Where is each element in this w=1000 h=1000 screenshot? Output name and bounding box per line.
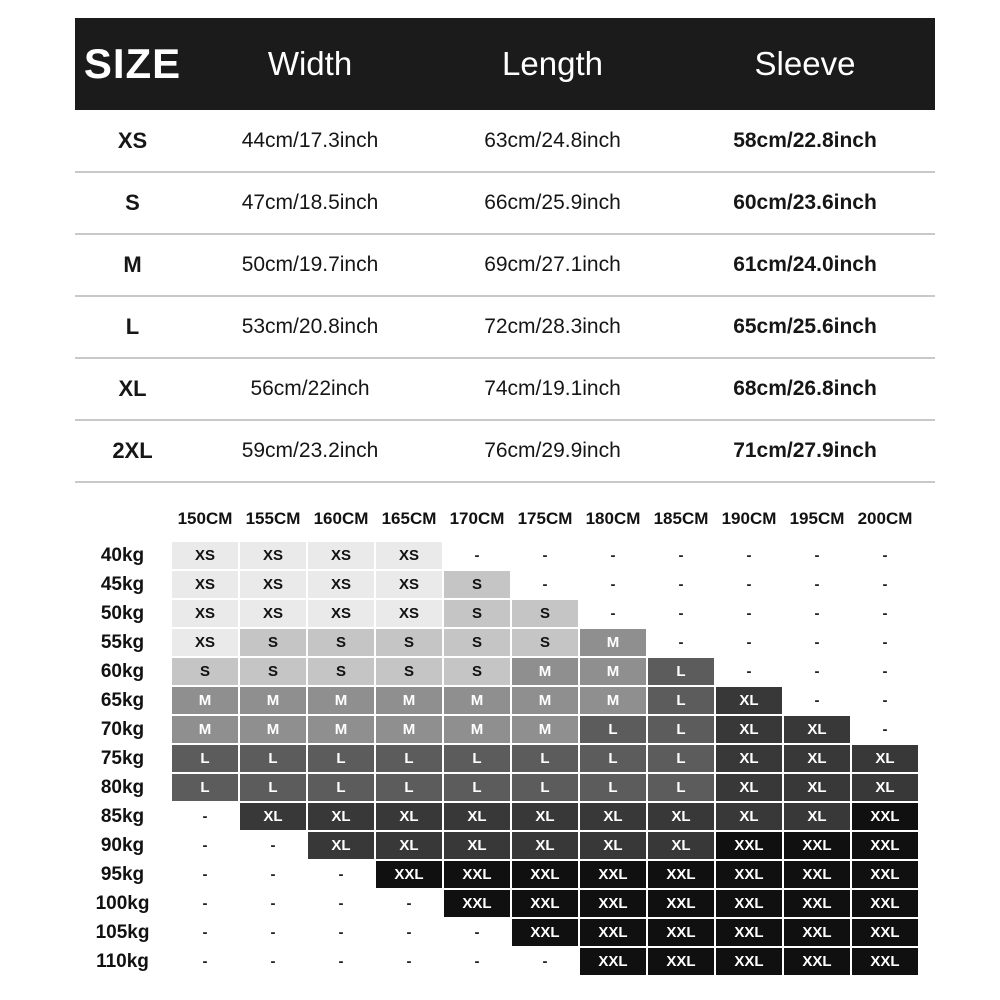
matrix-cell: - xyxy=(511,541,579,570)
matrix-cell: S xyxy=(443,628,511,657)
matrix-cell: - xyxy=(715,628,783,657)
matrix-row xyxy=(75,860,919,889)
matrix-row xyxy=(75,628,919,657)
matrix-cell: - xyxy=(783,657,851,686)
matrix-weight-label: 45kg xyxy=(75,570,171,599)
matrix-weight-label: 60kg xyxy=(75,657,171,686)
matrix-height-header: 190CM xyxy=(715,497,783,541)
matrix-height-header: 170CM xyxy=(443,497,511,541)
matrix-cell: XS xyxy=(307,541,375,570)
matrix-cell: M xyxy=(307,715,375,744)
matrix-weight-label: 85kg xyxy=(75,802,171,831)
matrix-cell: - xyxy=(307,889,375,918)
matrix-row xyxy=(75,773,919,802)
size-width-cell: 47cm/18.5inch xyxy=(190,172,430,234)
matrix-cell: L xyxy=(375,744,443,773)
matrix-cell: - xyxy=(171,860,239,889)
matrix-cell: - xyxy=(239,860,307,889)
matrix-corner-cell xyxy=(75,497,171,541)
matrix-row xyxy=(75,889,919,918)
matrix-cell: - xyxy=(239,947,307,976)
matrix-cell: XXL xyxy=(647,947,715,976)
matrix-cell: XXL xyxy=(783,947,851,976)
matrix-row xyxy=(75,947,919,976)
matrix-height-header: 150CM xyxy=(171,497,239,541)
matrix-cell: XL xyxy=(579,831,647,860)
matrix-cell: XXL xyxy=(647,918,715,947)
matrix-cell: M xyxy=(579,657,647,686)
size-row xyxy=(75,234,935,296)
matrix-cell: - xyxy=(579,599,647,628)
size-size-cell: 2XL xyxy=(75,420,190,482)
size-header-sleeve: Sleeve xyxy=(675,18,935,110)
matrix-cell: XS xyxy=(375,570,443,599)
matrix-cell: - xyxy=(511,947,579,976)
matrix-weight-label: 50kg xyxy=(75,599,171,628)
size-table-header-row xyxy=(75,18,935,110)
size-row xyxy=(75,110,935,172)
matrix-cell: L xyxy=(239,744,307,773)
matrix-cell: XL xyxy=(715,744,783,773)
matrix-cell: - xyxy=(375,947,443,976)
matrix-cell: L xyxy=(443,744,511,773)
matrix-cell: XXL xyxy=(647,889,715,918)
matrix-cell: XXL xyxy=(443,860,511,889)
matrix-cell: XXL xyxy=(851,889,919,918)
matrix-height-header: 195CM xyxy=(783,497,851,541)
matrix-weight-label: 70kg xyxy=(75,715,171,744)
matrix-cell: - xyxy=(783,599,851,628)
matrix-cell: M xyxy=(375,686,443,715)
matrix-cell: - xyxy=(579,570,647,599)
matrix-cell: - xyxy=(375,918,443,947)
matrix-row xyxy=(75,802,919,831)
matrix-cell: M xyxy=(579,628,647,657)
size-sleeve-cell: 71cm/27.9inch xyxy=(675,420,935,482)
matrix-cell: - xyxy=(511,570,579,599)
matrix-cell: XS xyxy=(239,570,307,599)
matrix-cell: XS xyxy=(307,570,375,599)
matrix-cell: - xyxy=(851,715,919,744)
size-size-cell: XS xyxy=(75,110,190,172)
size-row xyxy=(75,296,935,358)
height-weight-matrix xyxy=(75,497,920,977)
matrix-height-header: 185CM xyxy=(647,497,715,541)
matrix-cell: XS xyxy=(375,599,443,628)
matrix-cell: - xyxy=(307,860,375,889)
matrix-cell: M xyxy=(171,715,239,744)
matrix-cell: - xyxy=(307,947,375,976)
matrix-cell: - xyxy=(783,628,851,657)
size-row xyxy=(75,420,935,482)
matrix-cell: S xyxy=(443,657,511,686)
matrix-cell: XXL xyxy=(715,831,783,860)
size-table-body xyxy=(75,110,935,482)
matrix-cell: XL xyxy=(443,802,511,831)
matrix-row xyxy=(75,541,919,570)
matrix-cell: XL xyxy=(851,773,919,802)
matrix-cell: S xyxy=(239,628,307,657)
size-width-cell: 56cm/22inch xyxy=(190,358,430,420)
matrix-cell: XL xyxy=(715,773,783,802)
matrix-cell: - xyxy=(239,889,307,918)
matrix-cell: XXL xyxy=(715,918,783,947)
size-sleeve-cell: 61cm/24.0inch xyxy=(675,234,935,296)
matrix-cell: XXL xyxy=(851,831,919,860)
matrix-row xyxy=(75,715,919,744)
matrix-cell: S xyxy=(239,657,307,686)
matrix-cell: XL xyxy=(307,831,375,860)
matrix-cell: - xyxy=(851,657,919,686)
size-length-cell: 72cm/28.3inch xyxy=(430,296,675,358)
matrix-cell: M xyxy=(511,657,579,686)
matrix-weight-label: 40kg xyxy=(75,541,171,570)
matrix-cell: L xyxy=(647,744,715,773)
matrix-cell: S xyxy=(511,599,579,628)
matrix-cell: XXL xyxy=(851,860,919,889)
matrix-row xyxy=(75,686,919,715)
matrix-row xyxy=(75,918,919,947)
matrix-cell: M xyxy=(443,715,511,744)
matrix-cell: XXL xyxy=(511,889,579,918)
matrix-cell: M xyxy=(579,686,647,715)
matrix-cell: XL xyxy=(307,802,375,831)
matrix-cell: M xyxy=(511,715,579,744)
matrix-cell: XL xyxy=(783,715,851,744)
matrix-cell: XL xyxy=(851,744,919,773)
matrix-cell: L xyxy=(647,686,715,715)
matrix-cell: XS xyxy=(171,628,239,657)
size-row xyxy=(75,358,935,420)
matrix-cell: XL xyxy=(783,773,851,802)
matrix-cell: XXL xyxy=(579,947,647,976)
matrix-weight-label: 65kg xyxy=(75,686,171,715)
matrix-cell: S xyxy=(511,628,579,657)
matrix-cell: XS xyxy=(171,599,239,628)
size-sleeve-cell: 68cm/26.8inch xyxy=(675,358,935,420)
matrix-cell: - xyxy=(443,947,511,976)
size-size-cell: L xyxy=(75,296,190,358)
matrix-cell: - xyxy=(307,918,375,947)
matrix-cell: XXL xyxy=(715,947,783,976)
matrix-height-header: 155CM xyxy=(239,497,307,541)
matrix-cell: - xyxy=(579,541,647,570)
matrix-weight-label: 100kg xyxy=(75,889,171,918)
matrix-cell: XXL xyxy=(851,947,919,976)
matrix-cell: XXL xyxy=(579,860,647,889)
size-length-cell: 66cm/25.9inch xyxy=(430,172,675,234)
matrix-cell: XXL xyxy=(783,860,851,889)
matrix-cell: L xyxy=(171,744,239,773)
size-sleeve-cell: 58cm/22.8inch xyxy=(675,110,935,172)
matrix-cell: - xyxy=(715,570,783,599)
matrix-cell: XXL xyxy=(851,802,919,831)
matrix-cell: XS xyxy=(171,541,239,570)
matrix-row xyxy=(75,570,919,599)
matrix-weight-label: 80kg xyxy=(75,773,171,802)
matrix-row xyxy=(75,599,919,628)
matrix-weight-label: 55kg xyxy=(75,628,171,657)
matrix-cell: XL xyxy=(647,802,715,831)
size-header-width: Width xyxy=(190,18,430,110)
matrix-cell: XL xyxy=(783,802,851,831)
matrix-cell: L xyxy=(579,715,647,744)
matrix-cell: L xyxy=(511,773,579,802)
matrix-cell: XL xyxy=(511,831,579,860)
matrix-cell: XXL xyxy=(647,860,715,889)
matrix-cell: L xyxy=(579,744,647,773)
matrix-row xyxy=(75,657,919,686)
matrix-cell: - xyxy=(851,541,919,570)
matrix-cell: XXL xyxy=(715,860,783,889)
matrix-cell: XS xyxy=(239,599,307,628)
matrix-cell: M xyxy=(511,686,579,715)
matrix-cell: XL xyxy=(715,686,783,715)
matrix-cell: XL xyxy=(579,802,647,831)
matrix-cell: - xyxy=(375,889,443,918)
matrix-weight-label: 95kg xyxy=(75,860,171,889)
matrix-weight-label: 105kg xyxy=(75,918,171,947)
matrix-cell: XL xyxy=(511,802,579,831)
matrix-height-header: 160CM xyxy=(307,497,375,541)
matrix-cell: M xyxy=(443,686,511,715)
matrix-cell: XXL xyxy=(579,889,647,918)
matrix-cell: L xyxy=(307,773,375,802)
matrix-cell: - xyxy=(239,831,307,860)
size-width-cell: 44cm/17.3inch xyxy=(190,110,430,172)
matrix-cell: XL xyxy=(715,715,783,744)
matrix-cell: M xyxy=(239,715,307,744)
matrix-height-header: 165CM xyxy=(375,497,443,541)
matrix-cell: XL xyxy=(375,802,443,831)
matrix-cell: - xyxy=(715,599,783,628)
size-table xyxy=(75,18,935,483)
size-size-cell: M xyxy=(75,234,190,296)
matrix-cell: S xyxy=(307,628,375,657)
matrix-cell: S xyxy=(307,657,375,686)
size-sleeve-cell: 60cm/23.6inch xyxy=(675,172,935,234)
matrix-cell: XXL xyxy=(783,889,851,918)
matrix-cell: XXL xyxy=(851,918,919,947)
matrix-cell: XL xyxy=(783,744,851,773)
size-width-cell: 59cm/23.2inch xyxy=(190,420,430,482)
matrix-cell: - xyxy=(851,570,919,599)
matrix-cell: XL xyxy=(715,802,783,831)
matrix-cell: XL xyxy=(239,802,307,831)
matrix-cell: - xyxy=(443,541,511,570)
matrix-cell: L xyxy=(647,773,715,802)
matrix-cell: M xyxy=(307,686,375,715)
matrix-cell: L xyxy=(239,773,307,802)
matrix-cell: XXL xyxy=(511,860,579,889)
size-length-cell: 63cm/24.8inch xyxy=(430,110,675,172)
matrix-cell: - xyxy=(171,947,239,976)
size-sleeve-cell: 65cm/25.6inch xyxy=(675,296,935,358)
size-header-size: SIZE xyxy=(75,18,190,110)
matrix-cell: - xyxy=(647,541,715,570)
matrix-cell: - xyxy=(783,541,851,570)
matrix-cell: S xyxy=(171,657,239,686)
matrix-cell: S xyxy=(443,570,511,599)
matrix-cell: - xyxy=(239,918,307,947)
matrix-cell: L xyxy=(579,773,647,802)
matrix-weight-label: 75kg xyxy=(75,744,171,773)
size-size-cell: S xyxy=(75,172,190,234)
matrix-cell: M xyxy=(375,715,443,744)
matrix-cell: M xyxy=(239,686,307,715)
matrix-cell: - xyxy=(851,599,919,628)
matrix-cell: - xyxy=(851,686,919,715)
matrix-cell: XXL xyxy=(715,889,783,918)
matrix-cell: XXL xyxy=(375,860,443,889)
matrix-cell: XS xyxy=(239,541,307,570)
matrix-cell: - xyxy=(647,628,715,657)
size-length-cell: 69cm/27.1inch xyxy=(430,234,675,296)
matrix-cell: - xyxy=(783,686,851,715)
size-width-cell: 53cm/20.8inch xyxy=(190,296,430,358)
matrix-cell: - xyxy=(171,802,239,831)
matrix-cell: - xyxy=(443,918,511,947)
matrix-cell: XXL xyxy=(443,889,511,918)
matrix-weight-label: 110kg xyxy=(75,947,171,976)
matrix-cell: S xyxy=(443,599,511,628)
matrix-weight-label: 90kg xyxy=(75,831,171,860)
size-length-cell: 74cm/19.1inch xyxy=(430,358,675,420)
size-row xyxy=(75,172,935,234)
matrix-cell: - xyxy=(171,889,239,918)
matrix-cell: - xyxy=(171,918,239,947)
matrix-cell: S xyxy=(375,657,443,686)
matrix-cell: - xyxy=(715,657,783,686)
matrix-cell: XS xyxy=(307,599,375,628)
matrix-header-row xyxy=(75,497,919,541)
matrix-cell: S xyxy=(375,628,443,657)
size-size-cell: XL xyxy=(75,358,190,420)
matrix-cell: L xyxy=(307,744,375,773)
matrix-height-header: 180CM xyxy=(579,497,647,541)
matrix-cell: - xyxy=(851,628,919,657)
matrix-row xyxy=(75,744,919,773)
matrix-cell: L xyxy=(647,657,715,686)
matrix-cell: XL xyxy=(647,831,715,860)
matrix-cell: L xyxy=(443,773,511,802)
matrix-cell: L xyxy=(171,773,239,802)
matrix-cell: L xyxy=(647,715,715,744)
matrix-cell: XXL xyxy=(783,918,851,947)
matrix-cell: M xyxy=(171,686,239,715)
matrix-cell: - xyxy=(647,599,715,628)
matrix-cell: XL xyxy=(375,831,443,860)
matrix-cell: - xyxy=(715,541,783,570)
matrix-row xyxy=(75,831,919,860)
matrix-cell: XXL xyxy=(579,918,647,947)
matrix-cell: - xyxy=(783,570,851,599)
matrix-cell: L xyxy=(511,744,579,773)
matrix-height-header: 200CM xyxy=(851,497,919,541)
matrix-cell: XXL xyxy=(783,831,851,860)
matrix-cell: XS xyxy=(171,570,239,599)
size-width-cell: 50cm/19.7inch xyxy=(190,234,430,296)
size-length-cell: 76cm/29.9inch xyxy=(430,420,675,482)
matrix-height-header: 175CM xyxy=(511,497,579,541)
matrix-cell: XL xyxy=(443,831,511,860)
matrix-body xyxy=(75,541,919,976)
matrix-cell: - xyxy=(647,570,715,599)
matrix-cell: XXL xyxy=(511,918,579,947)
matrix-cell: L xyxy=(375,773,443,802)
matrix-cell: - xyxy=(171,831,239,860)
size-header-length: Length xyxy=(430,18,675,110)
matrix-cell: XS xyxy=(375,541,443,570)
